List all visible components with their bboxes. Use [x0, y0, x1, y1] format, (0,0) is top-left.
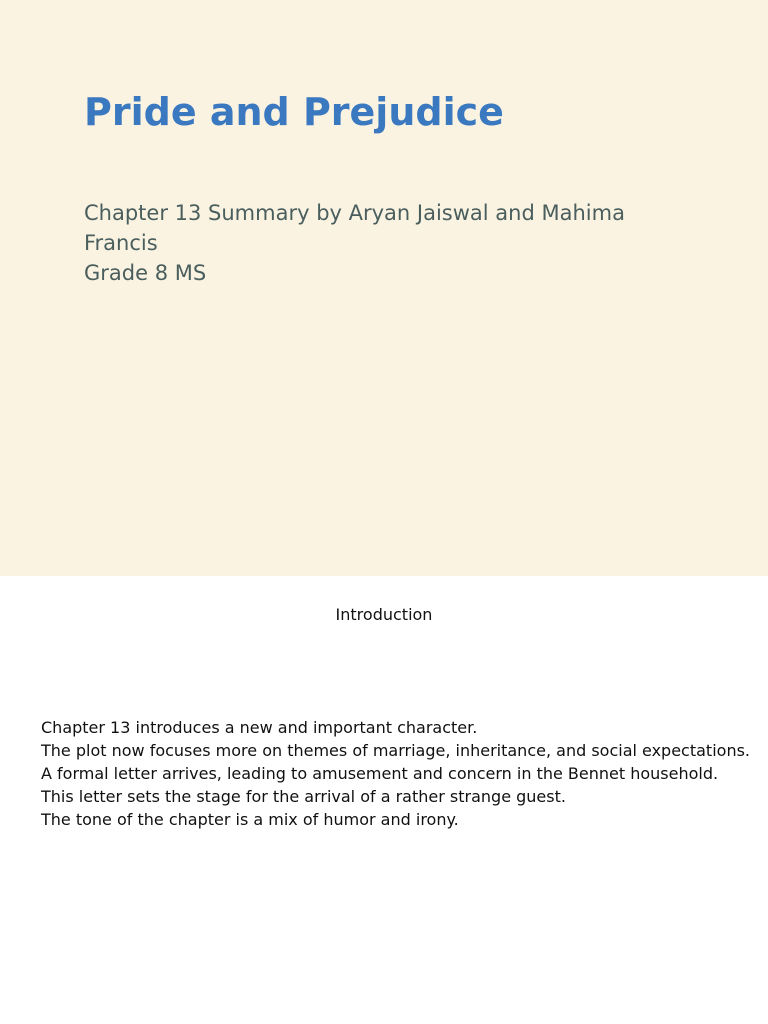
page-title: Pride and Prejudice [84, 90, 504, 134]
list-item: A formal letter arrives, leading to amusement and concern in the Bennet household. [41, 764, 719, 783]
subtitle-line: Francis [84, 231, 158, 255]
content-slide [0, 576, 768, 1024]
list-item: This letter sets the stage for the arrival of a rather strange guest. [41, 787, 566, 806]
subtitle-block [84, 198, 704, 288]
summary-list [41, 716, 761, 831]
list-item: The plot now focuses more on themes of marriage, inheritance, and social expectations. [41, 741, 750, 760]
list-item: Chapter 13 introduces a new and important character. [41, 718, 478, 737]
section-heading: Introduction [335, 605, 433, 624]
subtitle-line: Grade 8 MS [84, 261, 207, 285]
list-item: The tone of the chapter is a mix of humor and irony. [41, 810, 459, 829]
subtitle-line: Chapter 13 Summary by Aryan Jaiswal and Mahima [84, 201, 625, 225]
